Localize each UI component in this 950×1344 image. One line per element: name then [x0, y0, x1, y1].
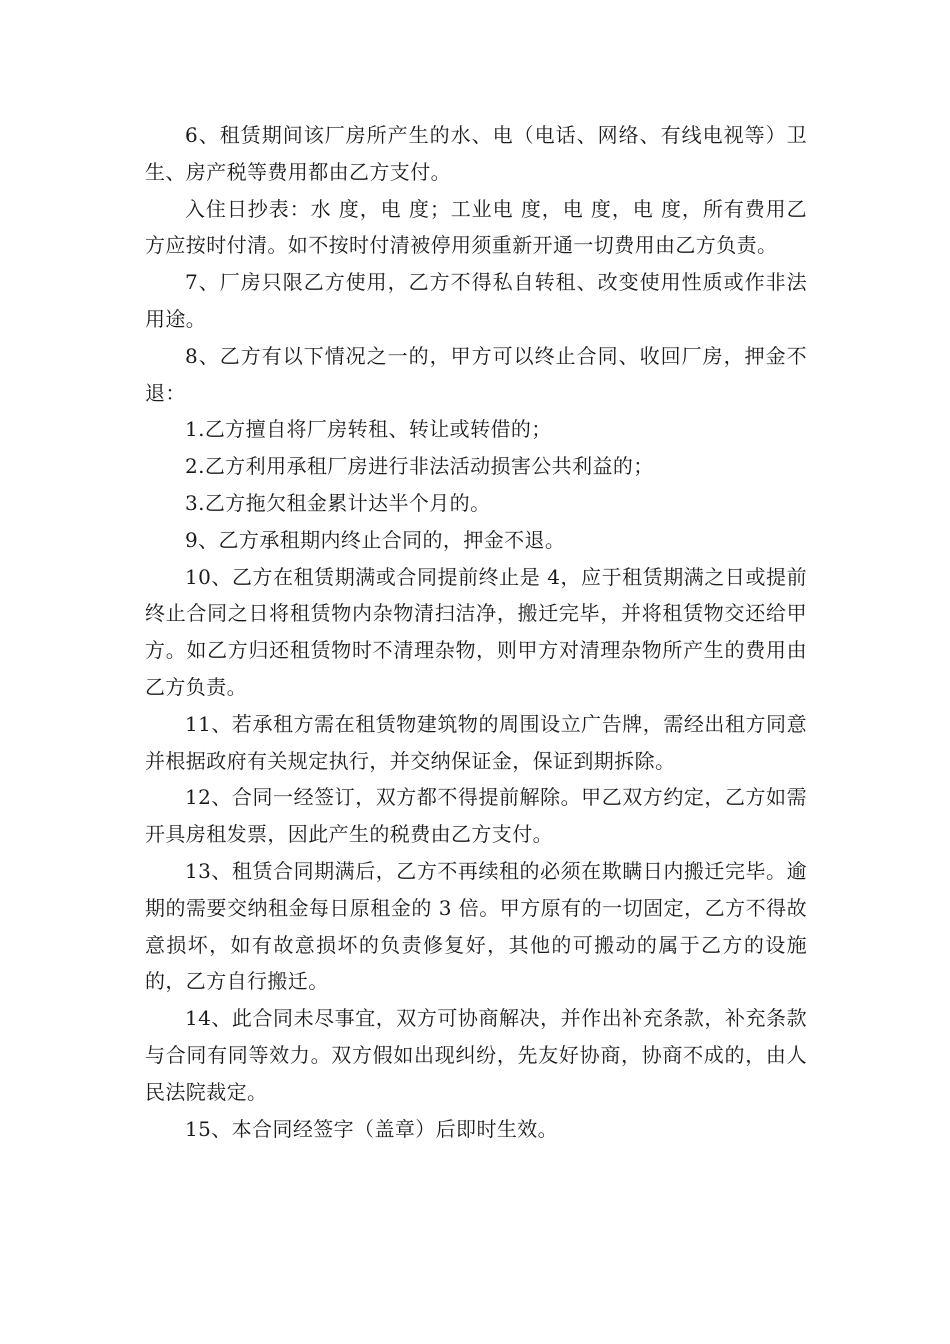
- clause-15-effective: 15、本合同经签字（盖章）后即时生效。: [185, 1116, 559, 1141]
- meter-reading-note: 入住日抄表：水 度，电 度；工业电 度，电 度，电 度，所有费用乙方应按时付清。如不按时付清被停用须重新开通一切费用由乙方负责。: [145, 196, 807, 258]
- clause-14-disputes: 14、此合同未尽事宜，双方可协商解决，并作出补充条款，补充条款与合同有同等效力。双方假如出现纠纷，先友好协商，协商不成的，由人民法院裁定。: [145, 1006, 807, 1104]
- clause-8-item-3: 3.乙方拖欠租金累计达半个月的。: [185, 490, 491, 515]
- clause-10-return: 10、乙方在租赁期满或合同提前终止是 4，应于租赁期满之日或提前终止合同之日将租赁物内杂物清扫洁净，搬迁完毕，并将租赁物交还给甲方。如乙方归还租赁物时不清理杂物，则甲方对清理杂物所产生的费用由乙方负责。: [145, 564, 807, 699]
- clause-8-item-1: 1.乙方擅自将厂房转租、转让或转借的；: [185, 417, 552, 442]
- clause-8-item-2: 2.乙方利用承租厂房进行非法活动损害公共利益的；: [185, 454, 654, 479]
- document-body: [145, 117, 807, 1147]
- clause-11-signage: 11、若承租方需在租赁物建筑物的周围设立广告牌，需经出租方同意并根据政府有关规定执行，并交纳保证金，保证到期拆除。: [145, 711, 807, 773]
- clause-8-termination: 8、乙方有以下情况之一的，甲方可以终止合同、收回厂房，押金不退：: [145, 343, 807, 405]
- clause-6-fees: 6、租赁期间该厂房所产生的水、电（电话、网络、有线电视等）卫生、房产税等费用都由乙方支付。: [145, 123, 807, 184]
- clause-7-usage: 7、厂房只限乙方使用，乙方不得私自转租、改变使用性质或作非法用途。: [145, 270, 807, 331]
- clause-13-expiry: 13、租赁合同期满后，乙方不再续租的必须在欺瞒日内搬迁完毕。逾期的需要交纳租金每日原租金的 3 倍。甲方原有的一切固定，乙方不得故意损坏，如有故意损坏的负责修复好，其他的可搬动的属于乙方的设施的，乙方自行搬迁。: [145, 858, 807, 994]
- clause-9-deposit: 9、乙方承租期内终止合同的，押金不退。: [185, 527, 566, 552]
- clause-12-invoice: 12、合同一经签订，双方都不得提前解除。甲乙双方约定，乙方如需开具房租发票，因此产生的税费由乙方支付。: [145, 785, 807, 847]
